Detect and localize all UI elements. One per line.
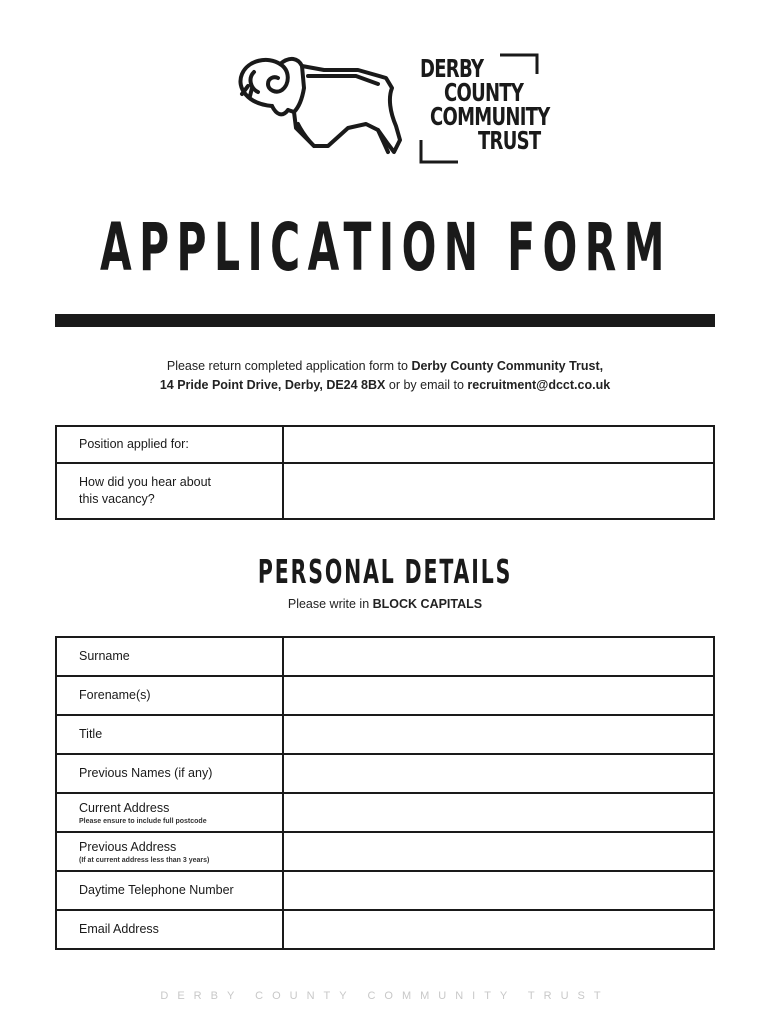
table-row	[56, 676, 714, 715]
telephone-label	[56, 871, 283, 910]
table-row	[56, 715, 714, 754]
footer-text: DERBY COUNTY COMMUNITY TRUST	[160, 990, 610, 1002]
current-address-label	[56, 793, 283, 832]
email-field[interactable]	[283, 910, 714, 949]
position-table	[55, 425, 715, 520]
note-bold: BLOCK CAPITALS	[372, 597, 483, 611]
recruitment-email: recruitment@dcct.co.uk	[467, 378, 611, 392]
logo-wordmark	[418, 52, 550, 164]
dcct-logo	[228, 48, 548, 168]
field-label: Previous Address	[79, 839, 177, 854]
instructions-line-1	[0, 357, 770, 376]
previous-address-label	[56, 832, 283, 871]
position-field[interactable]	[283, 426, 714, 463]
field-label: Forename(s)	[79, 688, 151, 702]
field-note: (If at current address less than 3 years)	[79, 856, 210, 864]
forenames-field[interactable]	[283, 676, 714, 715]
table-row	[56, 637, 714, 676]
field-label: Position applied for:	[79, 437, 189, 451]
previous-address-field[interactable]	[283, 832, 714, 871]
section-heading	[0, 548, 770, 596]
personal-details-heading: PERSONAL DETAILS	[257, 552, 513, 591]
ram-icon	[228, 48, 418, 168]
note-prefix: Please write in	[287, 597, 373, 611]
field-label: Current Address	[79, 800, 170, 815]
field-label-line-2: this vacancy?	[79, 492, 155, 506]
table-row	[56, 871, 714, 910]
logo-line-derby: DERBY	[420, 54, 484, 83]
field-label: Surname	[79, 649, 130, 663]
field-label: Title	[79, 727, 103, 741]
table-row	[56, 463, 714, 519]
table-row	[56, 754, 714, 793]
table-row	[56, 832, 714, 871]
logo-line-community: COMMUNITY	[430, 102, 550, 131]
previous-names-field[interactable]	[283, 754, 714, 793]
page-title: APPLICATION FORM	[100, 209, 672, 286]
instructions-prefix: Please return completed application form to	[166, 359, 412, 373]
field-label: Daytime Telephone Number	[79, 883, 234, 897]
logo-line-trust: TRUST	[478, 126, 541, 155]
instructions-line-2	[0, 376, 770, 395]
vacancy-source-label	[56, 463, 283, 519]
title-field[interactable]	[283, 715, 714, 754]
position-label	[56, 426, 283, 463]
field-note: Please ensure to include full postcode	[79, 817, 207, 825]
table-row	[56, 426, 714, 463]
field-label: Previous Names (if any)	[79, 766, 213, 780]
table-row	[56, 910, 714, 949]
instructions-mid: or by email to	[385, 378, 468, 392]
table-row	[56, 793, 714, 832]
block-capitals-note	[0, 597, 770, 611]
return-instructions	[0, 357, 770, 395]
forenames-label	[56, 676, 283, 715]
vacancy-source-field[interactable]	[283, 463, 714, 519]
field-label-line-1: How did you hear about	[79, 475, 212, 489]
telephone-field[interactable]	[283, 871, 714, 910]
logo-line-county: COUNTY	[444, 78, 524, 107]
title-divider	[55, 314, 715, 327]
organisation-name: Derby County Community Trust,	[411, 359, 604, 373]
previous-names-label	[56, 754, 283, 793]
current-address-field[interactable]	[283, 793, 714, 832]
surname-label	[56, 637, 283, 676]
surname-field[interactable]	[283, 637, 714, 676]
personal-details-table	[55, 636, 715, 950]
field-label: Email Address	[79, 922, 159, 936]
postal-address: 14 Pride Point Drive, Derby, DE24 8BX	[159, 378, 386, 392]
email-label	[56, 910, 283, 949]
title-label	[56, 715, 283, 754]
